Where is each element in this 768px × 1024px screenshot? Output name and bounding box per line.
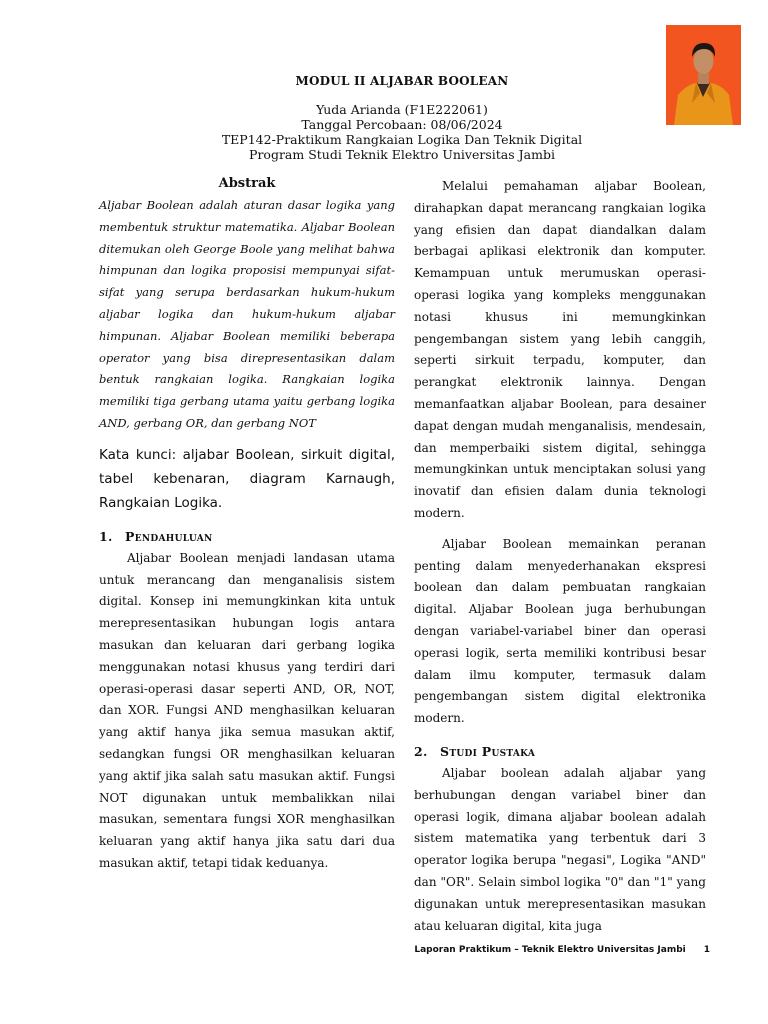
section-1-paragraph: Aljabar Boolean menjadi landasan utama untuk merancang dan menganalisis sistem digital. Konsep ini memungkinkan kita untuk merepresentasikan hubungan logis antara masukan dan keluaran dari gerbang logika menggunakan notasi khusus yang terdiri dari operasi-operasi dasar seperti AND, OR, NOT, dan XOR. Fungsi AND menghasilkan keluaran yang aktif hanya jika semua masukan aktif, sedangkan fungsi OR menghasilkan keluaran yang aktif jika salah satu masukan aktif. Fungsi NOT digunakan untuk membalikkan nilai masukan, sementara fungsi XOR menghasilkan keluaran yang aktif hanya jika satu dari dua masukan aktif, tetapi tidak keduanya. xyxy=(99,550,395,870)
section-1-number: 1. xyxy=(99,528,113,544)
right-paragraph-2: Aljabar Boolean memainkan peranan penting dalam menyederhanakan ekspresi boolean dan dalam pembuatan rangkaian digital. Aljabar Boolean juga berhubungan dengan variabel-variabel biner dan operasi operasi logik, serta memiliki kontribusi besar dalam ilmu komputer, termasuk dalam pengembangan sistem digital elektronika modern. xyxy=(414,536,706,726)
footer-text: Laporan Praktikum – Teknik Elektro Universitas Jambi xyxy=(414,945,686,955)
section-2-paragraph: Aljabar boolean adalah aljabar yang berhubungan dengan variabel biner dan operasi logik, dimana aljabar boolean adalah sistem matematika yang terbentuk dari 3 operator logika berupa "negasi", Logika "AND" dan "OR". Selain simbol logika "0" dan "1" yang digunakan untuk merepresentasikan masukan atau keluaran digital, kita juga xyxy=(414,765,706,933)
section-1-heading xyxy=(99,529,395,544)
abstract-heading: Abstrak xyxy=(218,176,276,191)
section-2-heading xyxy=(414,744,706,759)
author-line: Yuda Arianda (F1E222061) xyxy=(316,102,488,117)
right-column xyxy=(414,176,706,937)
abstract-text: Aljabar Boolean adalah aturan dasar logika yang membentuk struktur matematika. Aljabar Boolean ditemukan oleh George Boole yang melihat bahwa himpunan dan logika proposisi mempunyai sifat-sifat yang serupa berdasarkan hukum-hukum aljabar logika dan hukum-hukum aljabar himpunan. Aljabar Boolean memiliki beberapa operator yang bisa direpresentasikan dalam bentuk rangkaian logika. Rangkaian logika memiliki tiga gerbang utama yaitu gerbang logika AND, gerbang OR, dan gerbang NOT xyxy=(99,198,395,430)
keywords: Kata kunci: aljabar Boolean, sirkuit digital, tabel kebenaran, diagram Karnaugh, Rangkaian Logika. xyxy=(99,446,395,511)
section-2-title: Studi Pustaka xyxy=(440,743,536,759)
page-footer xyxy=(380,945,710,955)
paper-title: MODUL II ALJABAR BOOLEAN xyxy=(295,74,509,88)
date-line: Tanggal Percobaan: 08/06/2024 xyxy=(301,117,503,132)
paper-header xyxy=(110,74,694,162)
course-line: TEP142-Praktikum Rangkaian Logika Dan Teknik Digital xyxy=(221,132,583,147)
left-column xyxy=(99,176,395,875)
program-line: Program Studi Teknik Elektro Universitas Jambi xyxy=(249,147,555,162)
right-paragraph-1: Melalui pemahaman aljabar Boolean, dirahapkan dapat merancang rangkaian logika yang efisien dan dapat diandalkan dalam berbagai aplikasi elektronik dan komputer. Kemampuan untuk merumuskan operasi-operasi logika yang kompleks menggunakan notasi khusus ini memungkinkan pengembangan sistem yang lebih canggih, seperti sirkuit terpadu, komputer, dan perangkat elektronik lainnya. Dengan memanfaatkan aljabar Boolean, para desainer dapat dengan mudah menganalisis, mendesain, dan memperbaiki sistem digital, sehingga memungkinkan untuk menciptakan solusi yang inovatif dan efisien dalam dunia teknologi modern. xyxy=(414,179,706,520)
page-number: 1 xyxy=(703,945,710,955)
section-1-title: Pendahuluan xyxy=(125,528,213,544)
section-2-number: 2. xyxy=(414,743,428,759)
